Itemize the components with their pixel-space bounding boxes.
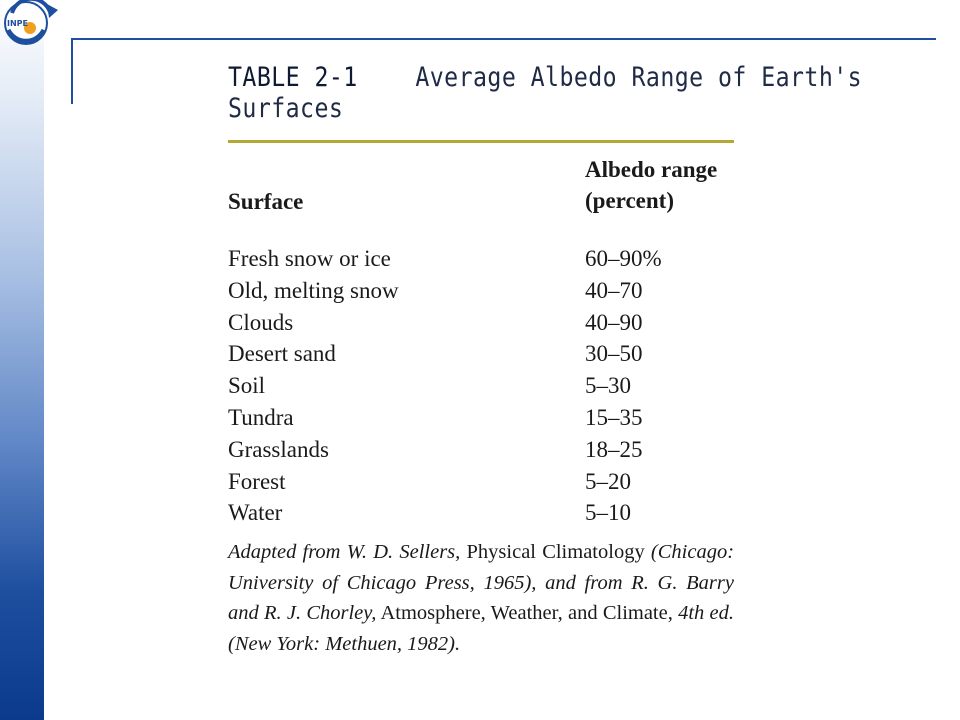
table-row: [228, 402, 748, 434]
surface-cell: Tundra: [228, 404, 294, 430]
table-row: [228, 243, 748, 275]
table-title: [228, 62, 863, 124]
range-cell: 5–10: [585, 500, 631, 526]
source-note: [228, 537, 734, 659]
range-cell: 30–50: [585, 341, 643, 367]
surface-cell: Clouds: [228, 309, 294, 335]
range-cell: 5–30: [585, 373, 631, 399]
range-cell: 40–70: [585, 277, 643, 303]
left-gradient-bar: [0, 0, 44, 720]
range-cell: 18–25: [585, 436, 643, 462]
surface-cell: Water: [228, 500, 283, 526]
range-cell: 5–20: [585, 468, 631, 494]
column-header-surface: Surface: [228, 189, 304, 214]
table-title-line2: Surfaces: [228, 93, 344, 124]
header-rule: [71, 38, 936, 40]
surface-cell: Grasslands: [228, 436, 329, 462]
table-row: [228, 307, 748, 339]
table-row: [228, 338, 748, 370]
surface-cell: Fresh snow or ice: [228, 246, 391, 271]
surface-cell: Old, melting snow: [228, 277, 399, 303]
source-part-2: Physical Climatology: [466, 541, 645, 563]
range-cell: 15–35: [585, 404, 643, 430]
surface-cell: Soil: [228, 373, 266, 399]
table-row: [228, 370, 748, 402]
header-vertical-rule: [71, 38, 73, 104]
table-row: [228, 466, 748, 498]
table-row: [228, 275, 748, 307]
table-row: [228, 434, 748, 466]
albedo-table: [228, 243, 748, 529]
column-header-albedo: [585, 154, 717, 216]
range-cell: 40–90: [585, 309, 643, 335]
source-part-3: (Chicago: University of Chicago Press, 1965), and from R. G. Barry and R. J. Chorley,: [228, 541, 735, 624]
table-label: TABLE 2-1: [228, 62, 358, 93]
inpe-logo-icon: [0, 0, 62, 50]
source-part-1: Adapted from W. D. Sellers,: [228, 541, 461, 563]
surface-cell: Forest: [228, 468, 286, 494]
table-row: [228, 497, 748, 529]
range-cell: 60–90%: [585, 246, 662, 271]
source-part-5: 4th ed. (New York: Methuen, 1982).: [228, 602, 734, 655]
svg-text:INPE: INPE: [7, 19, 28, 28]
table-title-line1: Average Albedo Range of Earth's: [415, 62, 863, 93]
title-rule: [228, 140, 734, 143]
column-header-albedo-line1: Albedo range: [585, 157, 718, 182]
source-part-4: Atmosphere, Weather, and Climate,: [380, 602, 673, 624]
column-header-albedo-line2: (percent): [585, 188, 674, 213]
surface-cell: Desert sand: [228, 341, 336, 367]
